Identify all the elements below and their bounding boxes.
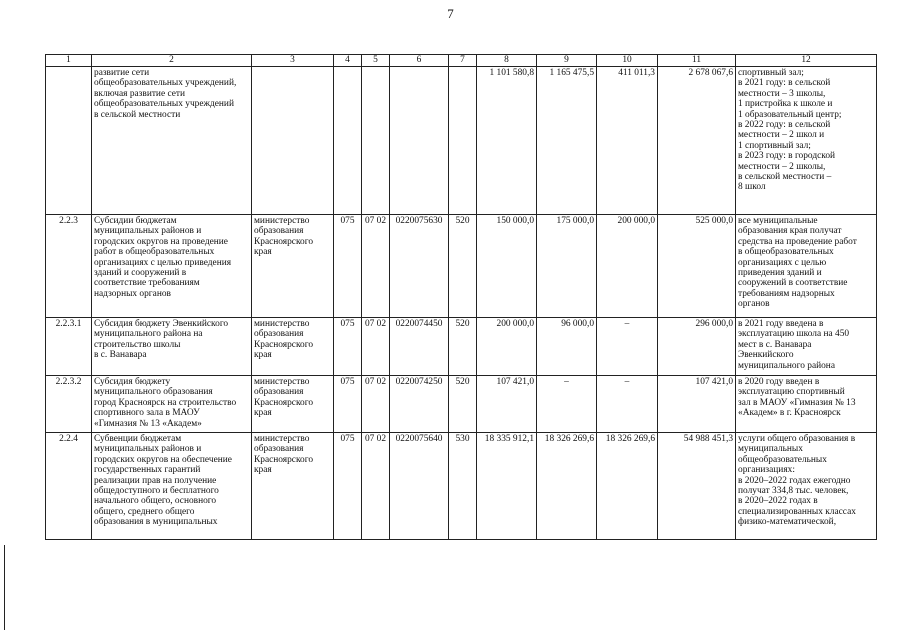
col-header-7: 7 (449, 55, 477, 67)
measure-name (92, 376, 252, 433)
gr-code (334, 67, 362, 215)
measure-name-line: в с. Ванавара (94, 350, 147, 361)
expected-result-line: в 2021 году введена в (738, 319, 824, 329)
measure-name-line: в сельской местности (94, 109, 181, 120)
amount-2021: – (537, 376, 597, 433)
amount-total: 296 000,0 (658, 318, 736, 376)
amount-total: 54 988 451,3 (658, 433, 736, 540)
measure-name-line: Субсидии бюджетам (94, 216, 177, 226)
measure-name-line: городских округов на проведение (94, 236, 228, 247)
measure-name-line: «Гимназия № 13 «Академ» (94, 418, 202, 429)
row-code: 2.2.4 (46, 433, 92, 540)
measure-name-line: общего, среднего общего (94, 506, 195, 517)
section-code (362, 67, 390, 215)
table-row (46, 215, 877, 318)
measure-name-line: городских округов на обеспечение (94, 454, 232, 465)
measure-name-line: организациях с целью приведения (94, 257, 232, 268)
amount-2020: 200 000,0 (477, 318, 537, 376)
expected-result-line: «Академ» в г. Красноярск (738, 408, 841, 419)
responsible-org-line: Красноярского (254, 339, 314, 350)
header-row (46, 55, 877, 67)
expected-result-line: общеобразовательных (738, 454, 827, 465)
expected-result-line: приведения зданий и (738, 268, 822, 279)
responsible-org-line: министерство (254, 216, 310, 226)
measure-name-line: строительство школы (94, 339, 181, 350)
expected-result-line: муниципальных (738, 444, 803, 455)
measure-name-line: развитие сети (94, 68, 150, 78)
expected-result-line: средства на проведение работ (738, 236, 857, 247)
responsible-org-line: образования (254, 444, 304, 455)
table-row (46, 67, 877, 215)
expected-result-line: в 2020–2022 годах ежегодно (738, 475, 851, 486)
measure-name (92, 318, 252, 376)
responsible-org (252, 67, 334, 215)
responsible-org-line: образования (254, 387, 304, 398)
expected-result-line: физико-математической, (738, 517, 837, 528)
target-item-code: 0220074250 (390, 376, 449, 433)
expense-type-code: 520 (449, 318, 477, 376)
row-code: 2.2.3 (46, 215, 92, 318)
expected-result-line: в 2022 году: в сельской (738, 120, 831, 131)
amount-2021: 96 000,0 (537, 318, 597, 376)
measure-name-line: реализации прав на получение (94, 475, 217, 486)
responsible-org (252, 215, 334, 318)
col-header-11: 11 (658, 55, 736, 67)
measure-name (92, 433, 252, 540)
measure-name-line: Субсидия бюджету Эвенкийского (94, 319, 229, 329)
expected-result-line: организациях с целью (738, 257, 827, 268)
expected-result-line: 1 спортивный зал; (738, 140, 811, 151)
expected-result-line: эксплуатацию спортивный (738, 387, 845, 398)
responsible-org-line: Красноярского (254, 236, 314, 247)
expected-result-line: в сельской местности – (738, 172, 832, 183)
responsible-org-line: края (254, 408, 272, 419)
responsible-org-line: министерство (254, 434, 310, 444)
amount-2022: 18 326 269,6 (597, 433, 658, 540)
expected-result-line: в 2023 году: в городской (738, 151, 836, 162)
section-code: 07 02 (362, 318, 390, 376)
expected-result-line: в 2020–2022 годах в (738, 496, 818, 507)
col-header-5: 5 (362, 55, 390, 67)
expected-result-line: специализированных классах (738, 506, 856, 517)
measure-name-line: муниципальных районов и (94, 444, 202, 455)
expense-type-code: 530 (449, 433, 477, 540)
expected-result-line: эксплуатацию школа на 450 (738, 329, 850, 340)
expected-result-line: местности – 3 школы, (738, 88, 826, 99)
page-number: 7 (447, 6, 454, 21)
responsible-org-line: края (254, 465, 272, 476)
responsible-org-line: министерство (254, 319, 310, 329)
expected-result (736, 215, 877, 318)
measure-name-line: общедоступного и бесплатного (94, 486, 219, 497)
table-row (46, 433, 877, 540)
col-header-1: 1 (46, 55, 92, 67)
measure-name-line: общеобразовательных учреждений, (94, 78, 237, 89)
responsible-org-line: края (254, 350, 272, 361)
col-header-3: 3 (252, 55, 334, 67)
measure-name-line: Субсидия бюджету (94, 377, 171, 387)
expected-result (736, 376, 877, 433)
responsible-org (252, 433, 334, 540)
expected-result-line: 1 пристройка к школе и (738, 99, 833, 110)
gr-code: 075 (334, 376, 362, 433)
measure-name-line: общеобразовательных учреждений (94, 99, 234, 110)
responsible-org-line: образования (254, 226, 304, 237)
measure-name-line: начального общего, основного (94, 496, 217, 507)
expected-result-line: требованиям надзорных (738, 288, 835, 299)
table-row (46, 318, 877, 376)
expected-result-line: зал в МАОУ «Гимназия № 13 (738, 397, 856, 408)
amount-2020: 1 101 580,8 (477, 67, 537, 215)
row-code: 2.2.3.2 (46, 376, 92, 433)
col-header-12: 12 (736, 55, 877, 67)
amount-2022: 411 011,3 (597, 67, 658, 215)
measure-name-line: муниципального образования (94, 387, 213, 398)
row-code (46, 67, 92, 215)
responsible-org (252, 376, 334, 433)
expected-result-line: спортивный зал; (738, 68, 804, 78)
amount-2020: 107 421,0 (477, 376, 537, 433)
expected-result-line: сооружений в соответствие (738, 278, 848, 289)
amount-2022: – (597, 376, 658, 433)
measure-name-line: муниципального района на (94, 329, 203, 340)
amount-2021: 18 326 269,6 (537, 433, 597, 540)
measure-name-line: Субвенции бюджетам (94, 434, 182, 444)
col-header-8: 8 (477, 55, 537, 67)
amount-2020: 150 000,0 (477, 215, 537, 318)
amount-2020: 18 335 912,1 (477, 433, 537, 540)
measure-name-line: государственных гарантий (94, 465, 201, 476)
amount-2022: 200 000,0 (597, 215, 658, 318)
amount-2021: 1 165 475,5 (537, 67, 597, 215)
expected-result-line: все муниципальные (738, 216, 818, 226)
target-item-code: 0220075630 (390, 215, 449, 318)
expense-type-code: 520 (449, 215, 477, 318)
amount-total: 107 421,0 (658, 376, 736, 433)
expected-result-line: в 2020 году введен в (738, 377, 820, 387)
target-item-code (390, 67, 449, 215)
measure-name (92, 67, 252, 215)
expected-result-line: органов (738, 299, 770, 310)
gr-code: 075 (334, 433, 362, 540)
expected-result (736, 318, 877, 376)
measure-name-line: надзорных органов (94, 288, 171, 299)
expense-type-code (449, 67, 477, 215)
responsible-org-line: образования (254, 329, 304, 340)
expected-result-line: в общеобразовательных (738, 247, 834, 258)
measure-name-line: зданий и сооружений в (94, 268, 187, 279)
expense-type-code: 520 (449, 376, 477, 433)
expected-result-line: организациях: (738, 465, 795, 476)
measure-name-line: включая развитие сети (94, 88, 186, 99)
expected-result-line: образования края получат (738, 226, 842, 237)
measure-name-line: образования в муниципальных (94, 517, 218, 528)
expected-result-line: местности – 2 школы, (738, 161, 826, 172)
section-code: 07 02 (362, 215, 390, 318)
expected-result (736, 67, 877, 215)
expected-result-line: мест в с. Ванавара (738, 339, 812, 350)
target-item-code: 0220075640 (390, 433, 449, 540)
amount-total: 2 678 067,6 (658, 67, 736, 215)
amount-2022: – (597, 318, 658, 376)
col-header-9: 9 (537, 55, 597, 67)
responsible-org (252, 318, 334, 376)
col-header-4: 4 (334, 55, 362, 67)
amount-total: 525 000,0 (658, 215, 736, 318)
gr-code: 075 (334, 318, 362, 376)
col-header-2: 2 (92, 55, 252, 67)
measure-name-line: спортивного зала в МАОУ (94, 408, 200, 419)
responsible-org-line: Красноярского (254, 397, 314, 408)
expected-result-line: 8 школ (738, 182, 766, 193)
measure-name (92, 215, 252, 318)
responsible-org-line: министерство (254, 377, 310, 387)
measure-name-line: соответствие требованиям (94, 278, 200, 289)
section-code: 07 02 (362, 376, 390, 433)
responsible-org-line: Красноярского (254, 454, 314, 465)
expected-result-line: муниципального района (738, 360, 835, 371)
expected-result-line: получат 334,8 тыс. человек, (738, 486, 849, 497)
expected-result-line: Эвенкийского (738, 350, 794, 361)
expected-result-line: 1 образовательный центр; (738, 109, 842, 120)
section-code: 07 02 (362, 433, 390, 540)
row-code: 2.2.3.1 (46, 318, 92, 376)
expected-result-line: услуги общего образования в (738, 434, 856, 444)
measure-name-line: город Красноярск на строительство (94, 397, 237, 408)
col-header-6: 6 (390, 55, 449, 67)
amount-2021: 175 000,0 (537, 215, 597, 318)
measure-name-line: муниципальных районов и (94, 226, 202, 237)
col-header-10: 10 (597, 55, 658, 67)
margin-line (4, 545, 5, 630)
expected-result-line: в 2021 году: в сельской (738, 78, 831, 89)
expected-result (736, 433, 877, 540)
table-row (46, 376, 877, 433)
responsible-org-line: края (254, 247, 272, 258)
gr-code: 075 (334, 215, 362, 318)
target-item-code: 0220074450 (390, 318, 449, 376)
program-table (45, 54, 877, 540)
expected-result-line: местности – 2 школ и (738, 130, 825, 141)
measure-name-line: работ в общеобразовательных (94, 247, 215, 258)
